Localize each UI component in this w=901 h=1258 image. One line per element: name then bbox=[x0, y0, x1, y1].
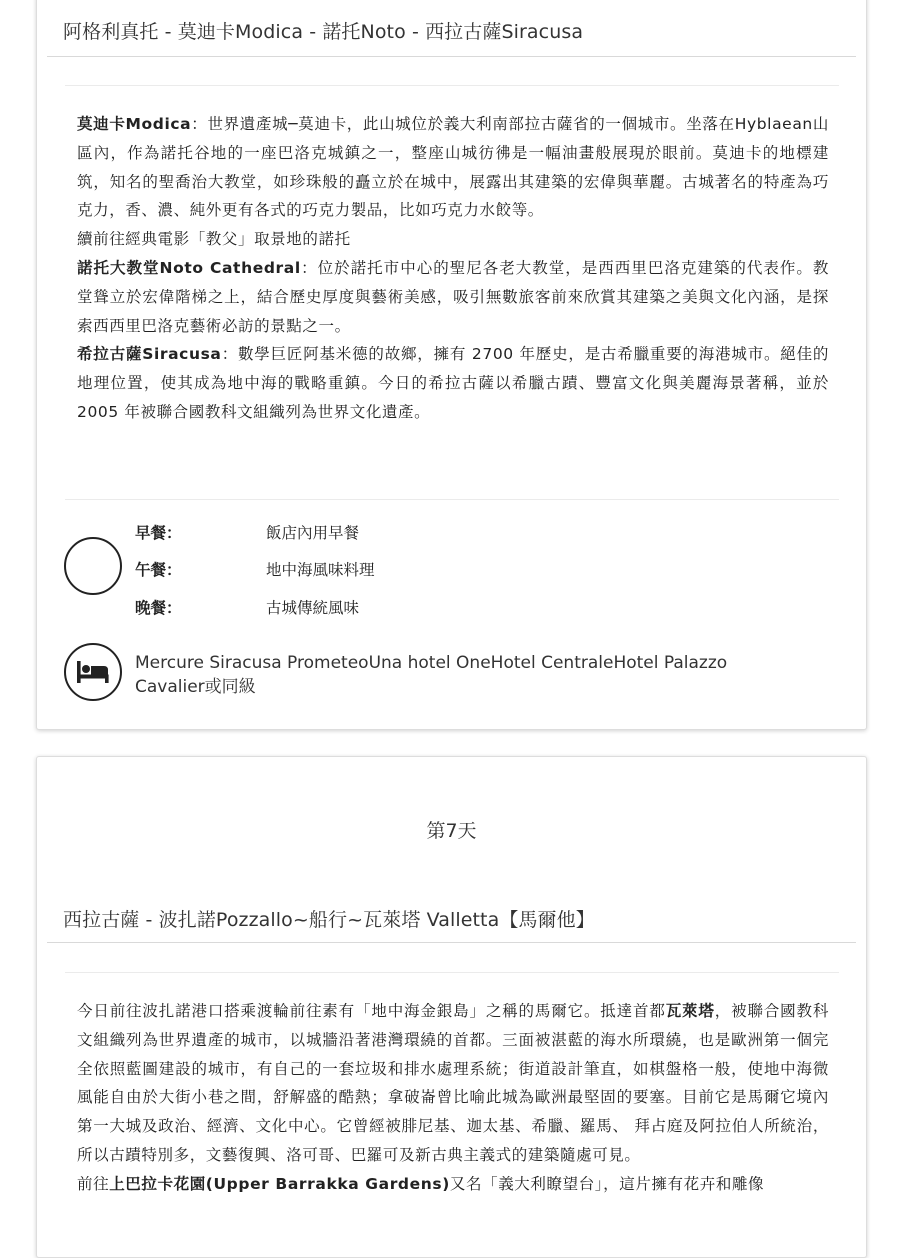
paragraph bbox=[77, 254, 829, 340]
divider bbox=[65, 499, 839, 500]
bed-icon bbox=[64, 643, 122, 701]
meal-label: 午餐： bbox=[135, 561, 182, 579]
itinerary-description bbox=[77, 110, 829, 427]
divider bbox=[47, 942, 856, 943]
attraction-name: 瓦萊塔 bbox=[665, 1002, 715, 1020]
day-card bbox=[36, 0, 867, 730]
paragraph-text: 續前往經典電影「教父」取景地的諾托 bbox=[77, 230, 351, 249]
meal-label: 早餐： bbox=[135, 524, 182, 542]
divider bbox=[47, 56, 856, 57]
meal-value: 飯店內用早餐 bbox=[266, 524, 360, 542]
attraction-name: 莫迪卡Modica bbox=[77, 115, 192, 133]
divider bbox=[65, 85, 839, 86]
bed-icon-glyph bbox=[76, 659, 110, 685]
meal-value: 古城傳統風味 bbox=[266, 599, 360, 617]
itinerary-description bbox=[77, 997, 829, 1199]
paragraph-text: ：世界遺產城─莫迪卡，此山城位於義大利南部拉古薩省的一個城市。坐落在Hyblaean山區內，作為諾托谷地的一座巴洛克城鎮之一，整座山城彷彿是一幅油畫般展現於眼前。莫迪卡的地標建筑，知名的聖喬治大教堂，如珍珠般的矗立於在城中，展露出其建築的宏偉與華麗。古城著名的特產為巧克力，香、濃、純外更有各式的巧克力製品，比如巧克力水餃等。 bbox=[77, 115, 830, 220]
attraction-name: 諾托大教堂Noto Cathedral bbox=[77, 258, 301, 277]
paragraph-text: 又名「義大利瞭望台」，這片擁有花卉和雕像 bbox=[449, 1174, 765, 1193]
meal-value: 地中海風味料理 bbox=[266, 561, 375, 579]
day-title: 阿格利真托 - 莫迪卡Modica - 諾托Noto - 西拉古薩Siracusa bbox=[63, 21, 584, 43]
day-card bbox=[36, 756, 867, 1258]
paragraph-text: ：位於諾托市中心的聖尼各老大教堂，是西西里巴洛克建築的代表作。教堂聳立於宏偉階梯之上，結合歷史厚度與藝術美感，吸引無數旅客前來欣賞其建築之美與文化內涵，是探索西西里巴洛克藝術必訪的景點之一。 bbox=[77, 258, 830, 335]
meal-label: 晚餐： bbox=[135, 599, 182, 617]
paragraph bbox=[77, 340, 829, 426]
day-number: 第7天 bbox=[426, 820, 477, 842]
divider bbox=[65, 972, 839, 973]
paragraph bbox=[77, 110, 829, 225]
attraction-name: 希拉古薩Siracusa bbox=[77, 345, 222, 364]
day-title: 西拉古薩 - 波扎諾Pozzallo~船行~瓦萊塔 Valletta【馬爾他】 bbox=[63, 909, 595, 931]
paragraph-text: 前往 bbox=[77, 1174, 110, 1193]
attraction-name: 上巴拉卡花園(Upper Barrakka Gardens) bbox=[109, 1174, 450, 1193]
meal-icon bbox=[64, 537, 122, 595]
paragraph bbox=[77, 225, 829, 254]
paragraph-text: 今日前往波扎諾港口搭乘渡輪前往素有「地中海金銀島」之稱的馬爾它。抵達首都 bbox=[77, 1002, 666, 1020]
paragraph-text: ，被聯合國教科文組織列為世界遺產的城市，以城牆沿著港灣環繞的首都。三面被湛藍的海水所環繞，也是歐洲第一個完全依照藍圖建設的城市，有自己的一套垃圾和排水處理系統；街道設計筆直，如棋盤格一般，使地中海微風能自由於大街小巷之間，舒解盛的酷熱；拿破崙曾比喻此城為歐洲最堅固的要塞。目前它是馬爾它境內第一大城及政治、經濟、文化中心。它曾經被腓尼基、迦太基、希臘、羅馬、 拜占庭及阿拉伯人所統治，所以古蹟特別多，文藝復興、洛可哥、巴羅可及新古典主義式的建築隨處可見。 bbox=[77, 1002, 829, 1164]
paragraph-text: ：數學巨匠阿基米德的故鄉，擁有 2700 年歷史，是古希臘重要的海港城市。絕佳的地理位置，使其成為地中海的戰略重鎮。今日的希拉古薩以希臘古蹟、豐富文化與美麗海景著稱，並於 2005 年被聯合國教科文組織列為世界文化遺產。 bbox=[77, 345, 829, 421]
hotel-name: Mercure Siracusa PrometeoUna hotel OneHotel CentraleHotel Palazzo Cavalier或同級 bbox=[135, 653, 728, 697]
paragraph bbox=[77, 997, 829, 1170]
paragraph bbox=[77, 1170, 829, 1199]
